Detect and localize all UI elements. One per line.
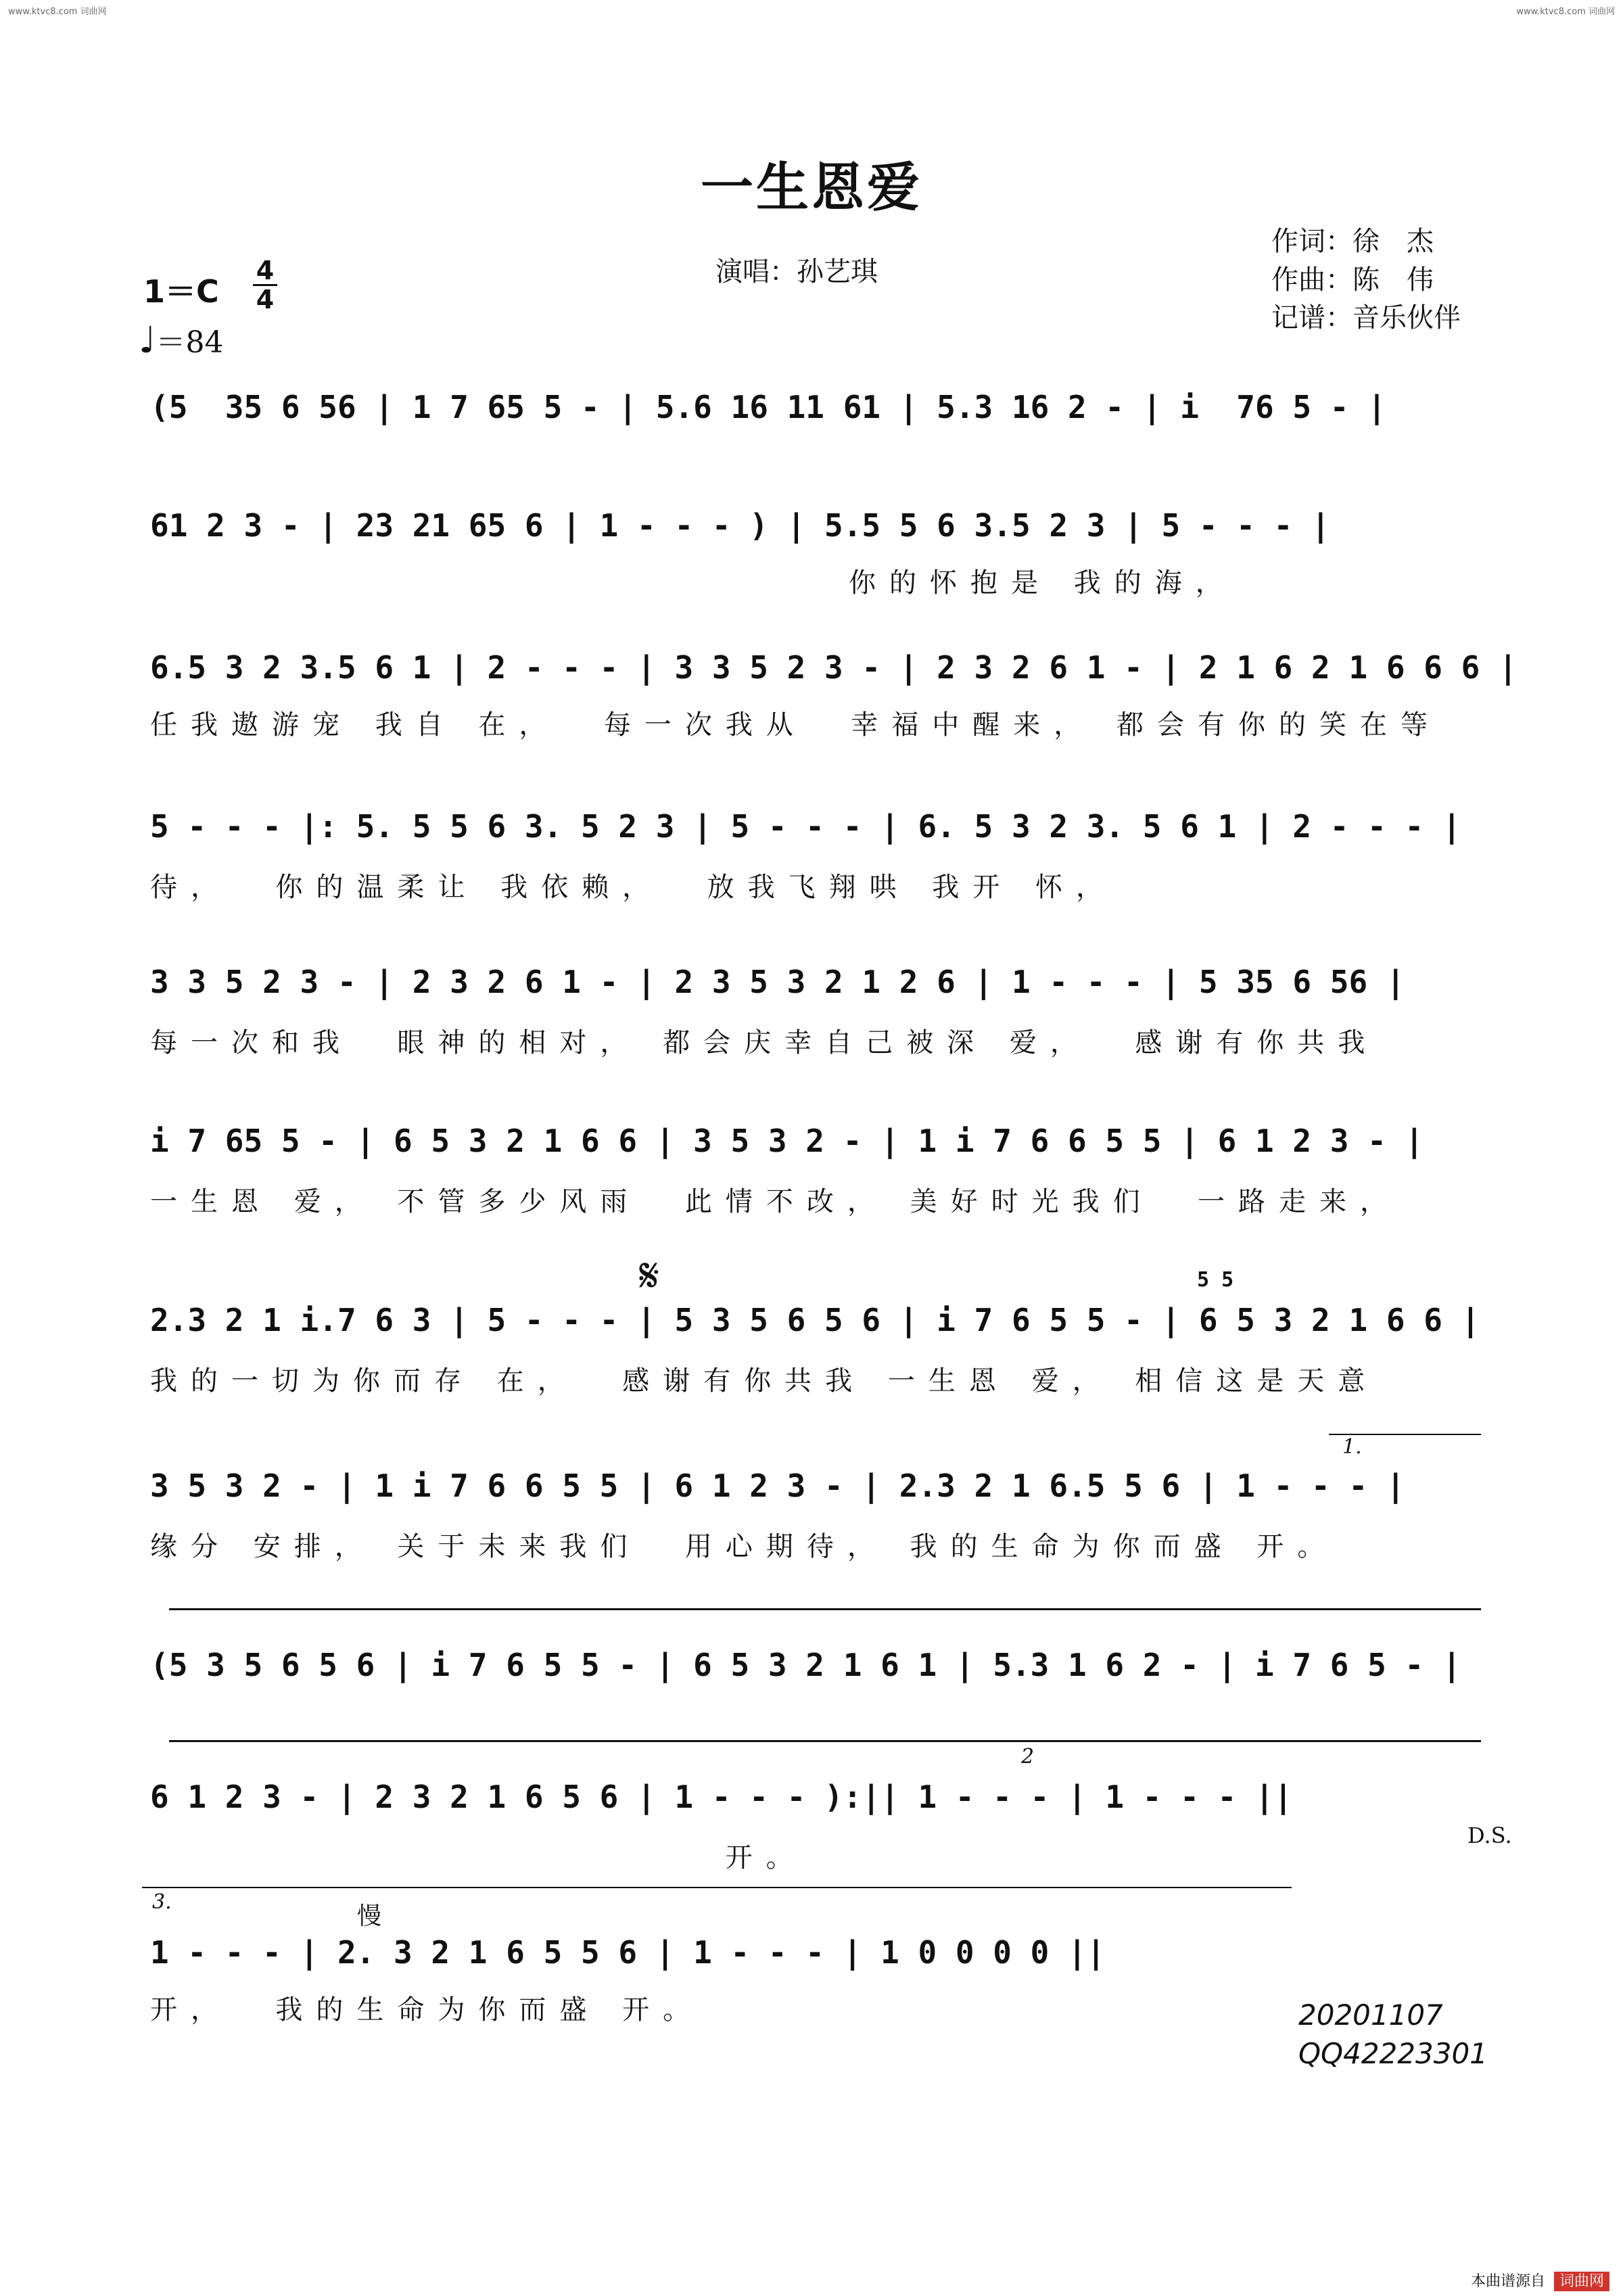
header-watermark-left: www.ktvc8.com 词曲网 [8,7,107,17]
notation-row-2: 61 2 3 - | 23 21 65 6 | 1 - - - ) | 5.5 5 6 3.5 2 3 | 5 - - - | [150,507,1330,544]
notation-row-9: (5 3 5 6 5 6 | i 7 6 5 5 - | 6 5 3 2 1 6 1 | 5.3 1 6 2 - | i 7 6 5 - | [150,1647,1461,1683]
lyrics-row-8: 缘分 安排， 关于未来我们 用心期待， 我的生命为你而盛 开。 [150,1531,1338,1562]
ending-3-label: 3. [152,1890,172,1914]
notation-row-1: (5 35 6 56 | 1 7 65 5 - | 5.6 16 11 61 | 5.3 16 2 - | i 76 5 - | [150,389,1386,425]
notation-row-4: 5 - - - |: 5. 5 5 6 3. 5 2 3 | 5 - - - | 6. 5 3 2 3. 5 6 1 | 2 - - - | [150,808,1461,845]
slow-mark: 慢 [357,1902,382,1930]
lyrics-row-6: 一生恩 爱， 不管多少风雨 此情不改， 美好时光我们 一路走来， [150,1186,1401,1217]
transcriber-qq: QQ42223301 [1298,2037,1488,2070]
tempo-marking: ♩＝84 [139,319,224,361]
footer-logo: 词曲网 [1554,2272,1609,2291]
notation-row-11: 1 - - - | 2. 3 2 1 6 5 5 6 | 1 - - - | 1 0 0 0 0 || [150,1934,1106,1971]
lyrics-row-5: 每一次和我 眼神的相对， 都会庆幸自己被深 爱， 感谢有你共我 [150,1027,1379,1058]
interlude-rule [169,1608,1481,1610]
lyrics-row-2: 你的怀抱是 我的海， [849,567,1236,599]
notation-row-3: 6.5 3 2 3.5 6 1 | 2 - - - | 3 3 5 2 3 - | 2 3 2 6 1 - | 2 1 6 2 1 6 6 6 | [150,649,1518,686]
lyrics-row-4: 待， 你的温柔让 我依赖， 放我飞翔哄 我开 怀， [150,872,1117,903]
quarter-note-icon: ♩ [139,319,156,361]
notation-row-6: i 7 65 5 - | 6 5 3 2 1 6 6 | 3 5 3 2 - | 1 i 7 6 6 5 5 | 6 1 2 3 - | [150,1123,1424,1159]
segno-sign: 𝄋 [639,1248,660,1303]
singer-credit: 演唱：孙艺琪 [715,256,878,287]
transcriber-credit: 记谱：音乐伙伴 [1271,302,1461,333]
header-watermark-right: www.ktvc8.com 词曲网 [1516,7,1615,17]
song-title: 一生恩爱 [700,158,922,218]
notation-row-7: 2.3 2 1 i.7 6 3 | 5 - - - | 5 3 5 6 5 6 | i 7 6 5 5 - | 6 5 3 2 1 6 6 | [150,1302,1480,1338]
lyricist-credit: 作词：徐 杰 [1271,226,1434,257]
lyrics-row-3: 任我遨游宠 我自 在， 每一次我从 幸福中醒来， 都会有你的笑在等 [150,709,1442,741]
lyrics-row-11: 开， 我的生命为你而盛 开。 [150,1994,704,2025]
time-signature: 4 4 [250,257,280,313]
lyrics-row-10: 开。 [150,1842,807,1873]
above-notes-mark: 5 5 [1197,1268,1234,1292]
notation-row-8: 3 5 3 2 - | 1 i 7 6 6 5 5 | 6 1 2 3 - | 2.3 2 1 6.5 5 6 | 1 - - - | [150,1468,1405,1504]
lyrics-row-7: 我的一切为你而存 在， 感谢有你共我 一生恩 爱， 相信这是天意 [150,1365,1379,1397]
ending-2-label: 2 [1021,1745,1035,1768]
ending-3-bracket [142,1887,1292,1888]
dal-segno-mark: D.S. [1467,1823,1512,1848]
ending-1-label: 1. [1342,1435,1362,1459]
notation-row-10: 6 1 2 3 - | 2 3 2 1 6 5 6 | 1 - - - ):|| 1 - - - | 1 - - - || [150,1779,1293,1815]
interlude-rule-2 [169,1740,1481,1742]
notation-row-5: 3 3 5 2 3 - | 2 3 2 6 1 - | 2 3 5 3 2 1 2 6 | 1 - - - | 5 35 6 56 | [150,964,1405,1000]
composer-credit: 作曲：陈 伟 [1271,264,1434,296]
footer-source: 本曲谱源自 词曲网 [1471,2270,1609,2291]
transcription-date: 20201107 [1298,1998,1443,2032]
key-signature: 1＝C [143,273,219,310]
